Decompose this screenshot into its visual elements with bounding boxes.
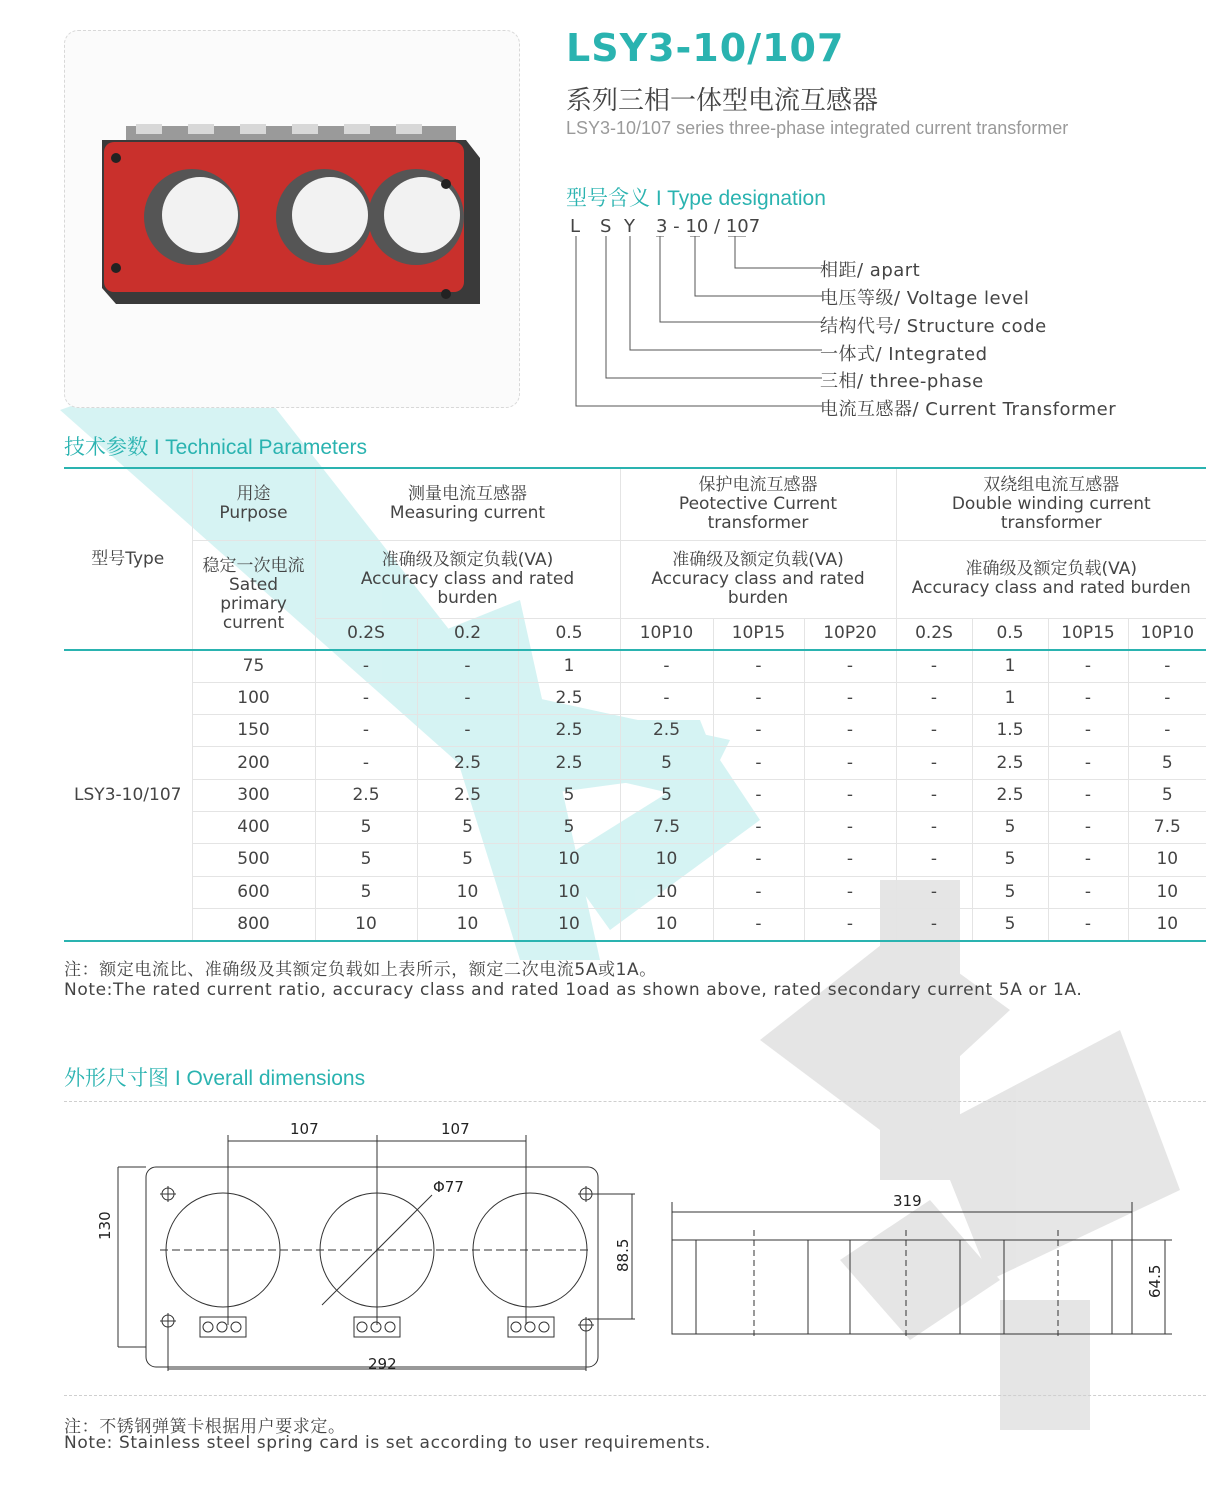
burden-cell: 5 bbox=[620, 747, 713, 779]
burden-cell: 2.5 bbox=[315, 779, 417, 811]
note-spring-card-en: Note: Stainless steel spring card is set according to user requirements. bbox=[64, 1433, 711, 1453]
accuracy-protective-zh: 准确级及额定负载(VA) bbox=[672, 549, 844, 570]
burden-cell: - bbox=[804, 779, 896, 811]
burden-cell: 5 bbox=[972, 811, 1048, 843]
burden-cell: 10 bbox=[315, 908, 417, 940]
class-header: 0.5 bbox=[972, 618, 1048, 650]
burden-cell: 2.5 bbox=[518, 747, 620, 779]
product-title: LSY3-10/107 bbox=[566, 26, 845, 70]
burden-cell: 1 bbox=[518, 650, 620, 682]
burden-cell: - bbox=[713, 844, 804, 876]
burden-cell: - bbox=[804, 876, 896, 908]
class-header: 10P10 bbox=[620, 618, 713, 650]
burden-cell: 10 bbox=[1128, 844, 1206, 876]
burden-cell: - bbox=[1048, 876, 1128, 908]
code-letter-s: S bbox=[600, 216, 612, 237]
table-row bbox=[64, 779, 1206, 811]
burden-cell: 5 bbox=[417, 811, 518, 843]
burden-cell: 5 bbox=[1128, 747, 1206, 779]
product-subtitle-en: LSY3-10/107 series three-phase integrated current transformer bbox=[566, 118, 1069, 138]
burden-cell: - bbox=[896, 682, 972, 714]
burden-cell: 5 bbox=[1128, 779, 1206, 811]
tech-params-heading: 技术参数 I Technical Parameters bbox=[64, 436, 368, 459]
burden-cell: - bbox=[1048, 844, 1128, 876]
burden-cell: 5 bbox=[315, 844, 417, 876]
burden-cell: 5 bbox=[972, 908, 1048, 940]
burden-cell: - bbox=[713, 682, 804, 714]
burden-cell: - bbox=[315, 715, 417, 747]
burden-cell: 5 bbox=[315, 876, 417, 908]
burden-cell: - bbox=[896, 747, 972, 779]
class-header: 0.5 bbox=[518, 618, 620, 650]
tech-params-table bbox=[64, 467, 1206, 942]
burden-cell: - bbox=[896, 908, 972, 940]
note-spring-card-zh: 注：不锈钢弹簧卡根据用户要求定。 bbox=[64, 1417, 346, 1437]
burden-cell: 5 bbox=[620, 779, 713, 811]
burden-cell: - bbox=[1128, 715, 1206, 747]
designation-label-voltage: 电压等级/ Voltage level bbox=[820, 288, 1030, 309]
dim-hole-diameter: Φ77 bbox=[433, 1178, 464, 1196]
burden-cell: - bbox=[804, 747, 896, 779]
dim-spacing-1: 107 bbox=[290, 1120, 319, 1138]
burden-cell: 10 bbox=[1128, 876, 1206, 908]
burden-cell: - bbox=[620, 650, 713, 682]
accuracy-protective-en1: Accuracy class and rated bbox=[651, 568, 865, 589]
purpose-en: Purpose bbox=[219, 503, 288, 524]
burden-cell: - bbox=[315, 650, 417, 682]
table-row bbox=[64, 650, 1206, 682]
table-row bbox=[64, 715, 1206, 747]
group-double-en2: transformer bbox=[1000, 512, 1102, 533]
burden-cell: 10 bbox=[417, 876, 518, 908]
burden-cell: 7.5 bbox=[1128, 811, 1206, 843]
burden-cell: - bbox=[896, 811, 972, 843]
burden-cell: - bbox=[896, 779, 972, 811]
burden-cell: 5 bbox=[518, 811, 620, 843]
class-header: 0.2 bbox=[417, 618, 518, 650]
burden-cell: - bbox=[315, 747, 417, 779]
group-protective-zh: 保护电流互感器 bbox=[698, 474, 818, 495]
dim-length: 292 bbox=[368, 1355, 397, 1373]
burden-cell: 2.5 bbox=[620, 715, 713, 747]
accuracy-measuring-en2: burden bbox=[437, 587, 498, 608]
table-row bbox=[64, 844, 1206, 876]
burden-cell: - bbox=[1048, 779, 1128, 811]
model-cell: LSY3-10/107 bbox=[64, 650, 192, 941]
accuracy-double bbox=[896, 540, 1206, 618]
designation-label-apart: 相距/ apart bbox=[820, 260, 921, 281]
type-designation-heading: 型号含义 I Type designation bbox=[566, 187, 826, 210]
burden-cell: - bbox=[1128, 650, 1206, 682]
type-header: 型号Type bbox=[91, 548, 165, 569]
burden-cell: - bbox=[804, 811, 896, 843]
code-letter-y: Y bbox=[624, 216, 635, 237]
dim-height: 130 bbox=[96, 1211, 114, 1240]
table-row bbox=[64, 811, 1206, 843]
burden-cell: 5 bbox=[417, 844, 518, 876]
group-measuring-en: Measuring current bbox=[389, 503, 546, 524]
accuracy-double-zh: 准确级及额定负载(VA) bbox=[965, 559, 1137, 579]
primary-en3: current bbox=[222, 612, 285, 633]
burden-cell: 2.5 bbox=[972, 779, 1048, 811]
dimensions-divider-bottom bbox=[64, 1395, 1206, 1396]
burden-cell: - bbox=[713, 779, 804, 811]
table-row bbox=[64, 876, 1206, 908]
primary-current-cell: 300 bbox=[192, 779, 315, 811]
dim-spacing-2: 107 bbox=[441, 1120, 470, 1138]
burden-cell: - bbox=[315, 682, 417, 714]
designation-label-structure: 结构代号/ Structure code bbox=[820, 316, 1047, 337]
dim-side-length: 319 bbox=[893, 1192, 922, 1210]
burden-cell: - bbox=[713, 811, 804, 843]
burden-cell: - bbox=[804, 844, 896, 876]
primary-current-cell: 100 bbox=[192, 682, 315, 714]
accuracy-measuring bbox=[315, 540, 620, 618]
product-image bbox=[96, 118, 486, 318]
primary-current-cell: 600 bbox=[192, 876, 315, 908]
accuracy-protective-en2: burden bbox=[727, 587, 789, 608]
burden-cell: 10 bbox=[417, 908, 518, 940]
burden-cell: 2.5 bbox=[417, 747, 518, 779]
burden-cell: 5 bbox=[972, 876, 1048, 908]
burden-cell: - bbox=[713, 876, 804, 908]
burden-cell: 5 bbox=[972, 844, 1048, 876]
accuracy-measuring-zh: 准确级及额定负载(VA) bbox=[381, 549, 554, 570]
note-rated-current-zh: 注：额定电流比、准确级及其额定负载如上表所示，额定二次电流5A或1A。 bbox=[64, 960, 657, 980]
burden-cell: - bbox=[896, 844, 972, 876]
dimensions-divider-top bbox=[64, 1101, 1206, 1102]
group-protective-en2: transformer bbox=[707, 512, 809, 533]
purpose-header bbox=[192, 468, 315, 540]
note-rated-current-en: Note:The rated current ratio, accuracy class and rated 1oad as shown above, rated secondary current 5A or 1A. bbox=[64, 980, 1083, 1000]
accuracy-measuring-en1: Accuracy class and rated bbox=[360, 568, 575, 589]
burden-cell: - bbox=[1048, 715, 1128, 747]
burden-cell: 2.5 bbox=[417, 779, 518, 811]
group-protective bbox=[620, 468, 896, 540]
burden-cell: - bbox=[804, 682, 896, 714]
burden-cell: 5 bbox=[315, 811, 417, 843]
burden-cell: - bbox=[417, 682, 518, 714]
class-header: 0.2S bbox=[896, 618, 972, 650]
primary-zh: 稳定一次电流 bbox=[202, 555, 305, 576]
burden-cell: - bbox=[1048, 682, 1128, 714]
front-view-drawing bbox=[90, 1115, 650, 1385]
burden-cell: - bbox=[620, 682, 713, 714]
primary-en1: Sated bbox=[228, 574, 279, 595]
table-row bbox=[64, 682, 1206, 714]
accuracy-protective bbox=[620, 540, 896, 618]
side-view-drawing bbox=[660, 1200, 1180, 1350]
group-measuring bbox=[315, 468, 620, 540]
primary-current-cell: 75 bbox=[192, 650, 315, 682]
primary-en2: primary bbox=[220, 593, 287, 614]
burden-cell: 2.5 bbox=[518, 715, 620, 747]
purpose-zh: 用途 bbox=[236, 484, 271, 505]
burden-cell: - bbox=[1048, 747, 1128, 779]
dim-hole-center: 88.5 bbox=[614, 1238, 632, 1272]
burden-cell: 10 bbox=[1156, 913, 1179, 934]
product-subtitle-zh: 系列三相一体型电流互感器 bbox=[566, 86, 879, 116]
burden-cell: - bbox=[713, 908, 804, 940]
burden-cell: - bbox=[713, 715, 804, 747]
class-header: 0.2S bbox=[315, 618, 417, 650]
burden-cell: - bbox=[417, 650, 518, 682]
burden-cell: - bbox=[896, 715, 972, 747]
burden-cell: - bbox=[1048, 650, 1128, 682]
burden-cell: 10 bbox=[620, 844, 713, 876]
group-protective-en: Peotective Current bbox=[678, 493, 838, 514]
burden-cell: 10 bbox=[620, 908, 713, 940]
group-double-winding bbox=[896, 468, 1206, 540]
designation-label-transformer: 电流互感器/ Current Transformer bbox=[820, 399, 1117, 420]
designation-label-three-phase: 三相/ three-phase bbox=[820, 371, 984, 392]
burden-cell: - bbox=[417, 715, 518, 747]
burden-cell: - bbox=[1128, 682, 1206, 714]
burden-cell: - bbox=[1048, 811, 1128, 843]
primary-current-header bbox=[192, 540, 315, 650]
burden-cell: - bbox=[804, 715, 896, 747]
primary-current-cell: 200 bbox=[192, 747, 315, 779]
burden-cell: - bbox=[896, 876, 972, 908]
primary-current-cell: 800 bbox=[192, 908, 315, 940]
group-double-en: Double winding current bbox=[951, 493, 1151, 514]
designation-label-integrated: 一体式/ Integrated bbox=[820, 344, 988, 365]
table-row bbox=[64, 747, 1206, 779]
burden-cell: - bbox=[713, 747, 804, 779]
code-number: 3 - 10 / 107 bbox=[656, 216, 761, 237]
class-header: 10P15 bbox=[713, 618, 804, 650]
type-header-cell bbox=[64, 468, 192, 650]
dimensions-heading: 外形尺寸图 I Overall dimensions bbox=[64, 1067, 366, 1090]
class-header: 10P10 bbox=[1128, 618, 1206, 650]
designation-leader-lines bbox=[560, 236, 830, 416]
class-header: 10P20 bbox=[804, 618, 896, 650]
accuracy-double-en1: Accuracy class and rated burden bbox=[911, 578, 1191, 598]
dim-side-height: 64.5 bbox=[1146, 1264, 1164, 1298]
group-double-zh: 双绕组电流互感器 bbox=[983, 474, 1120, 495]
burden-cell: 10 bbox=[518, 908, 620, 940]
burden-cell: 1 bbox=[972, 650, 1048, 682]
code-letter-l: L bbox=[570, 216, 581, 237]
class-header: 10P15 bbox=[1048, 618, 1128, 650]
table-row bbox=[64, 908, 1206, 940]
burden-cell: 2.5 bbox=[972, 747, 1048, 779]
group-measuring-zh: 测量电流互感器 bbox=[408, 484, 527, 505]
burden-cell: 10 bbox=[518, 876, 620, 908]
burden-cell: - bbox=[1048, 908, 1128, 940]
burden-cell: - bbox=[896, 650, 972, 682]
primary-current-cell: 500 bbox=[192, 844, 315, 876]
burden-cell: 1 bbox=[972, 682, 1048, 714]
burden-cell: - bbox=[713, 650, 804, 682]
burden-cell: 10 bbox=[518, 844, 620, 876]
primary-current-cell: 400 bbox=[192, 811, 315, 843]
burden-cell: - bbox=[804, 908, 896, 940]
burden-cell: 5 bbox=[518, 779, 620, 811]
burden-cell: 7.5 bbox=[620, 811, 713, 843]
burden-cell: 1.5 bbox=[972, 715, 1048, 747]
burden-cell: 2.5 bbox=[518, 682, 620, 714]
burden-cell: - bbox=[804, 650, 896, 682]
primary-current-cell: 150 bbox=[192, 715, 315, 747]
burden-cell: 10 bbox=[620, 876, 713, 908]
